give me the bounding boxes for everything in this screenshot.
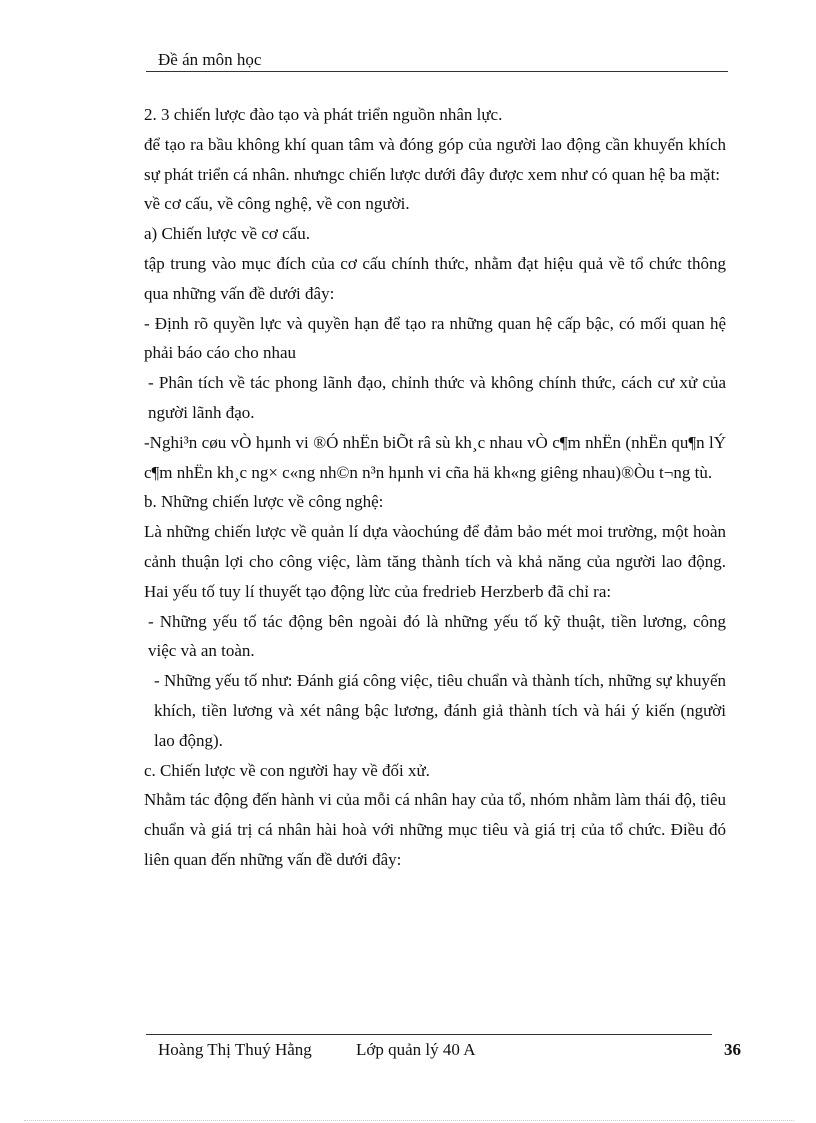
- subsection-heading: a) Chiến lược về cơ cấu.: [144, 224, 310, 244]
- subsection-heading: b. Những chiến lược về công nghệ:: [144, 492, 384, 512]
- header-divider: [146, 71, 728, 72]
- paragraph: về cơ cấu, về công nghệ, về con người.: [144, 194, 410, 214]
- page-bottom-border: [24, 1120, 794, 1121]
- document-body: [144, 100, 726, 875]
- subsection-heading: c. Chiến lược về con người hay về đối xử.: [144, 760, 430, 780]
- footer-class: Lớp quản lý 40 A: [356, 1040, 476, 1059]
- page-header-title: Đề án môn học: [158, 50, 262, 69]
- paragraph: Nhằm tác động đến hành vi của mỗi cá nhân hay của tổ, nhóm nhằm làm thái độ, tiêu chuẩn và giá trị cá nhân hài hoà với những mục tiêu và giá trị của tổ chức. Điều đó liên quan đến những vấn đề dưới đây:: [144, 790, 726, 869]
- bullet-item: - Những yếu tố như: Đánh giá công việc, tiêu chuẩn và thành tích, những sự khuyến khích, tiền lương và xét nâng bậc lương, đánh giả thành tích và hái ý kiến (người lao động).: [154, 671, 726, 750]
- bullet-item: - Phân tích về tác phong lãnh đạo, chỉnh thức và không chính thức, cách cư xử của người lãnh đạo.: [148, 373, 726, 422]
- paragraph: Là những chiến lược về quản lí dựa vàochúng để đảm bảo mét moi trường, một hoàn cảnh thuận lợi cho công việc, làm tăng thành tích và khả năng của người lao động. Hai yếu tố tuy lí thuyết tạo động lừc của fredrieb Herzberb đã chỉ ra:: [144, 522, 726, 601]
- paragraph: tập trung vào mục đích của cơ cấu chính thức, nhằm đạt hiệu quả về tổ chức thông qua những vấn đề dưới đây:: [144, 253, 726, 303]
- bullet-item: - Định rõ quyền lực và quyền hạn để tạo ra những quan hệ cấp bậc, có mối quan hệ phải báo cáo cho nhau: [144, 313, 726, 363]
- page-number: 36: [724, 1040, 741, 1059]
- footer-author: Hoàng Thị Thuý Hằng: [158, 1040, 312, 1059]
- section-heading: 2. 3 chiến lược đào tạo và phát triển nguồn nhân lực.: [144, 105, 503, 124]
- paragraph: để tạo ra bầu không khí quan tâm và đóng góp của người lao động cần khuyến khích sự phát triển cá nhân. nhưngc chiến lược dưới đây được xem như có quan hệ ba mặt:: [144, 134, 726, 184]
- bullet-item: -Nghi³n cøu vÒ hµnh vi ®Ó nhËn biÕt râ sù kh¸c nhau vÒ c¶m nhËn (nhËn qu¶n lÝ c¶m nhËn kh¸c ng× c«ng nh©n n³n hµnh vi cña hä kh«ng giêng nhau)®Òu t¬ng tù.: [144, 432, 726, 482]
- footer-divider: [146, 1034, 712, 1035]
- bullet-item: - Những yếu tố tác động bên ngoài đó là những yếu tố kỹ thuật, tiền lương, công việc và an toàn.: [148, 611, 726, 661]
